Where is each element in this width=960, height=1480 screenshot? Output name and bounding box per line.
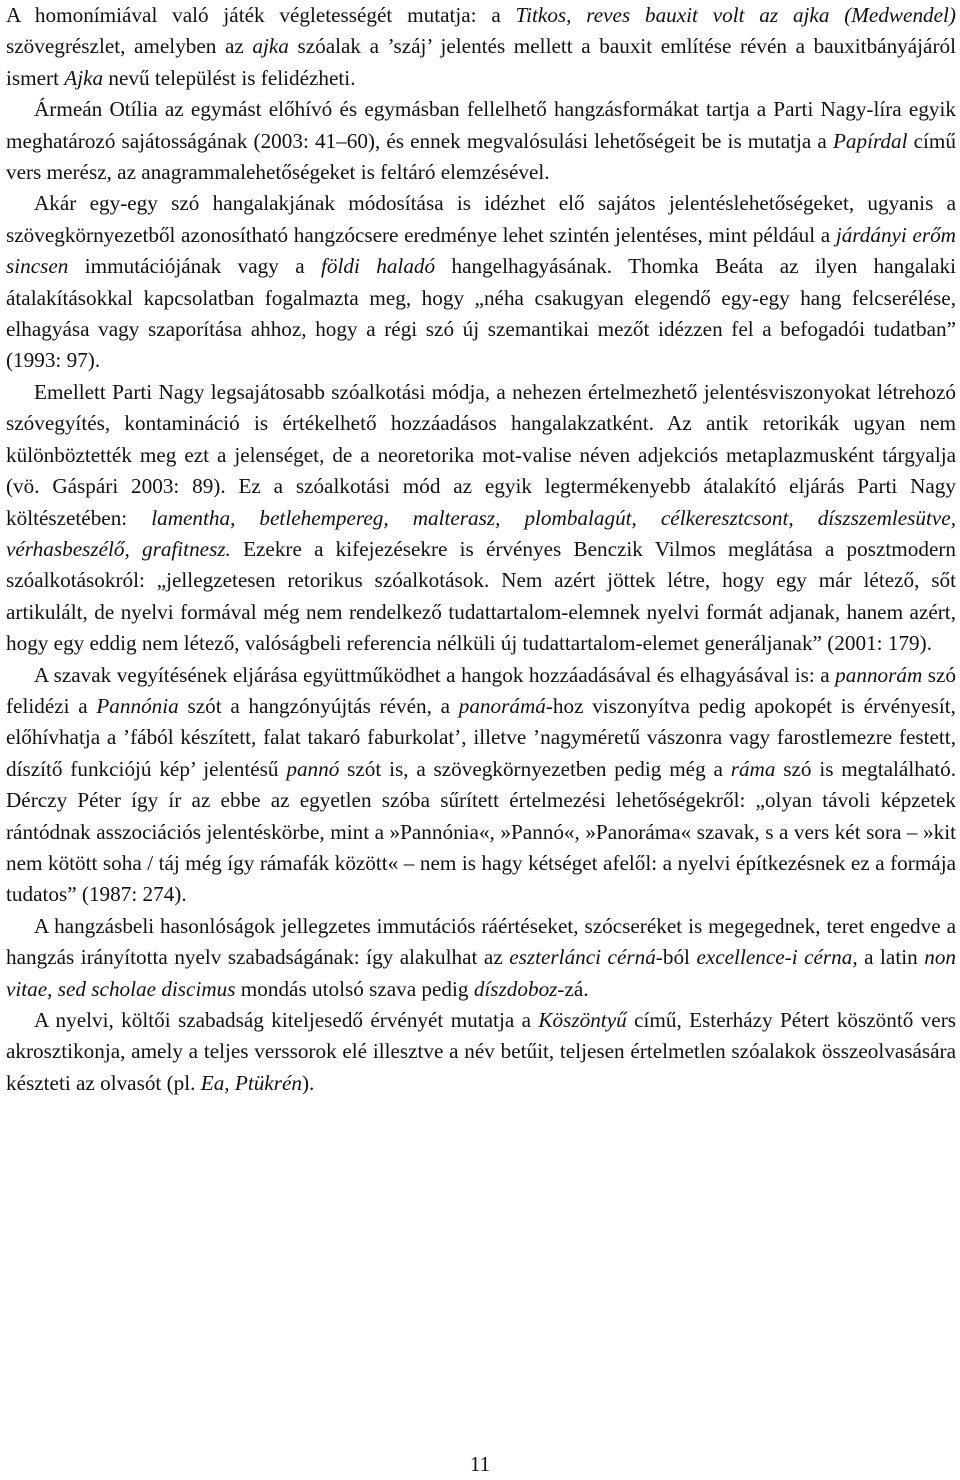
italic-phrase: Köszöntyű bbox=[538, 1008, 627, 1032]
italic-phrase: Pannónia bbox=[96, 693, 179, 718]
text-run: A szavak vegyítésének eljárása együttműködhet a hangok hozzáadásával és elhagyásával is: a bbox=[34, 662, 836, 687]
italic-phrase: Ajka bbox=[64, 65, 104, 90]
italic-phrase: pannorám bbox=[835, 662, 923, 687]
text-run: című vers merész, az anagrammalehetőségeket is feltáró elemzésével. bbox=[6, 128, 956, 185]
italic-phrase: járdányi erőm sincsen bbox=[6, 222, 956, 279]
text-run: Ezekre a kifejezésekre is érvényes Benczik Vilmos meglátása a posztmodern szóalkotásokról: „jellegzetesen retorikus szóalkotások. Nem azért jöttek létre, hogy egy már létező, sőt artikulált, de nyelvi formával még nem rendelkező tudattartalom-elemnek nyelvi formát adjanak, hanem azért, hogy egy eddig nem létező, valóságbeli referencia nélküli új tudattartalom-elemet generáljanak” (2001: 179). bbox=[6, 536, 956, 656]
body-paragraph bbox=[6, 0, 956, 94]
text-run: szóalak a ’száj’ jelentés mellett a bauxit említése révén a bauxitbányájáról ismert bbox=[6, 34, 956, 90]
text-run: Ármeán Otília az egymást előhívó és egymásban fellelhető hangzásformákat tartja a Parti Nagy-líra egyik meghatározó sajátosságának (2003: 41–60), és ennek megvalósulási lehetőségeit be is mutatja a bbox=[6, 97, 956, 153]
body-paragraph bbox=[6, 94, 956, 188]
text-run: A hangzásbeli hasonlóságok jellegzetes immutációs ráértéseket, szócseréket is megegednek, teret engedve a hangzás irányította nyelv szabadságának: így alakulhat az bbox=[6, 913, 956, 970]
text-run: szót a hangzónyújtás révén, a bbox=[178, 693, 459, 718]
italic-phrase: Titkos, reves bauxit volt az ajka (Medwendel) bbox=[515, 3, 956, 27]
text-run: a latin bbox=[857, 945, 925, 970]
text-run: szót is, a szövegkörnyezetben pedig még a bbox=[339, 756, 731, 781]
text-run: hangelhagyásának. Thomka Beáta az ilyen hangalaki átalakításokkal kapcsolatban fogalmazta meg, hogy „néha csakugyan elegendő egy-egy hang felcserélése, elhagyása vagy szaporítása ahhoz, hogy a régi szó új szemantikai mezőt idézzen fel a befogadói tudatban” (1993: 97). bbox=[6, 254, 957, 373]
text-run: immutációjának vagy a bbox=[68, 254, 322, 279]
text-run: nevű települést is felidézheti. bbox=[103, 65, 356, 90]
italic-phrase: ráma bbox=[730, 756, 776, 781]
text-run: című, Esterházy Pétert köszöntő vers akrosztikonja, amely a teljes verssorok elé illesztve a név betűit, teljesen értelmetlen szóalakok összeolvasására készteti az olvasót (pl. bbox=[6, 1008, 956, 1095]
text-run: szó is megtalálható. Dérczy Péter így ír az ebbe az egyetlen szóba sűrített értelmezési lehetőségekről: „olyan távoli képzetek rántódnak asszociációs jelentéskörbe, mint a »Pannónia«, »Pannó«, »Panoráma« szavak, s a vers két sora – »kit nem kötött soha / táj még így rámafák között« – nem is hagy kétséget afelől: a nyelvi építkezésnek ez a formája tudatos” (1987: 274). bbox=[6, 756, 956, 907]
italic-phrase: ajka bbox=[252, 34, 289, 59]
italic-phrase: Papírdal bbox=[832, 128, 908, 153]
italic-phrase: eszterlánci cérná bbox=[509, 945, 656, 970]
italic-phrase: díszdoboz bbox=[473, 976, 558, 1001]
italic-phrase: lamentha, betlehempereg, malterasz, plombalagút, célkeresztcsont, díszszemlesütve, vérhasbeszélő, grafitnesz. bbox=[6, 505, 956, 561]
italic-phrase: non vitae, sed scholae discimus bbox=[6, 945, 956, 1001]
italic-phrase: földi haladó bbox=[321, 254, 436, 279]
text-run: szó felidézi a bbox=[6, 662, 956, 718]
italic-phrase: pannó bbox=[286, 756, 340, 781]
body-paragraph bbox=[6, 377, 956, 660]
text-run: Akár egy-egy szó hangalakjának módosítása is idézhet elő sajátos jelentéslehetőségeket, ugyanis a szövegkörnyezetből azonosítható hangzócsere eredménye lehet szintén jelentéses, mint például a bbox=[6, 191, 956, 247]
text-run: mondás utolsó szava pedig bbox=[235, 976, 474, 1001]
body-paragraph bbox=[6, 911, 956, 1005]
body-paragraph bbox=[6, 660, 956, 911]
body-paragraph bbox=[6, 188, 956, 376]
text-run: Emellett Parti Nagy legsajátosabb szóalkotási módja, a nehezen értelmezhető jelentésviszonyokat létrehozó szóvegyítés, kontamináció is értékelhető hozzáadásos hangalakzatként. Az antik retorikák ugyan nem különböztették meg ezt a jelenséget, de a neoretorika mot-valise néven adjekciós metaplazmusként tárgyalja (vö. Gáspári 2003: 89). Ez a szóalkotási mód az egyik legtermékenyebb átalakító eljárás Parti Nagy költészetében: bbox=[6, 379, 956, 530]
text-run: A nyelvi, költői szabadság kiteljesedő érvényét mutatja a bbox=[34, 1008, 539, 1032]
body-text bbox=[6, 0, 956, 1099]
text-run: -zá. bbox=[557, 976, 589, 1001]
body-paragraph bbox=[6, 1005, 956, 1099]
text-run: ). bbox=[301, 1070, 315, 1095]
text-run: A homonímiával való játék végletességét mutatja: a bbox=[6, 3, 516, 27]
page-number: 11 bbox=[469, 1452, 491, 1476]
italic-phrase: Ea, Ptükrén bbox=[200, 1070, 302, 1095]
italic-phrase: panorámá bbox=[458, 693, 546, 718]
text-run: -hoz viszonyítva pedig apokopét is érvényesít, előhívhatja a ’fából készített, falat takaró faburkolat’, illetve ’nagyméretű vászonra vagy farostlemezre festett, díszítő funkciójú kép’ jelentésű bbox=[6, 693, 956, 781]
text-run: -ból bbox=[655, 945, 697, 970]
text-run: szövegrészlet, amelyben az bbox=[6, 34, 253, 59]
italic-phrase: excellence-i cérna, bbox=[696, 945, 858, 970]
